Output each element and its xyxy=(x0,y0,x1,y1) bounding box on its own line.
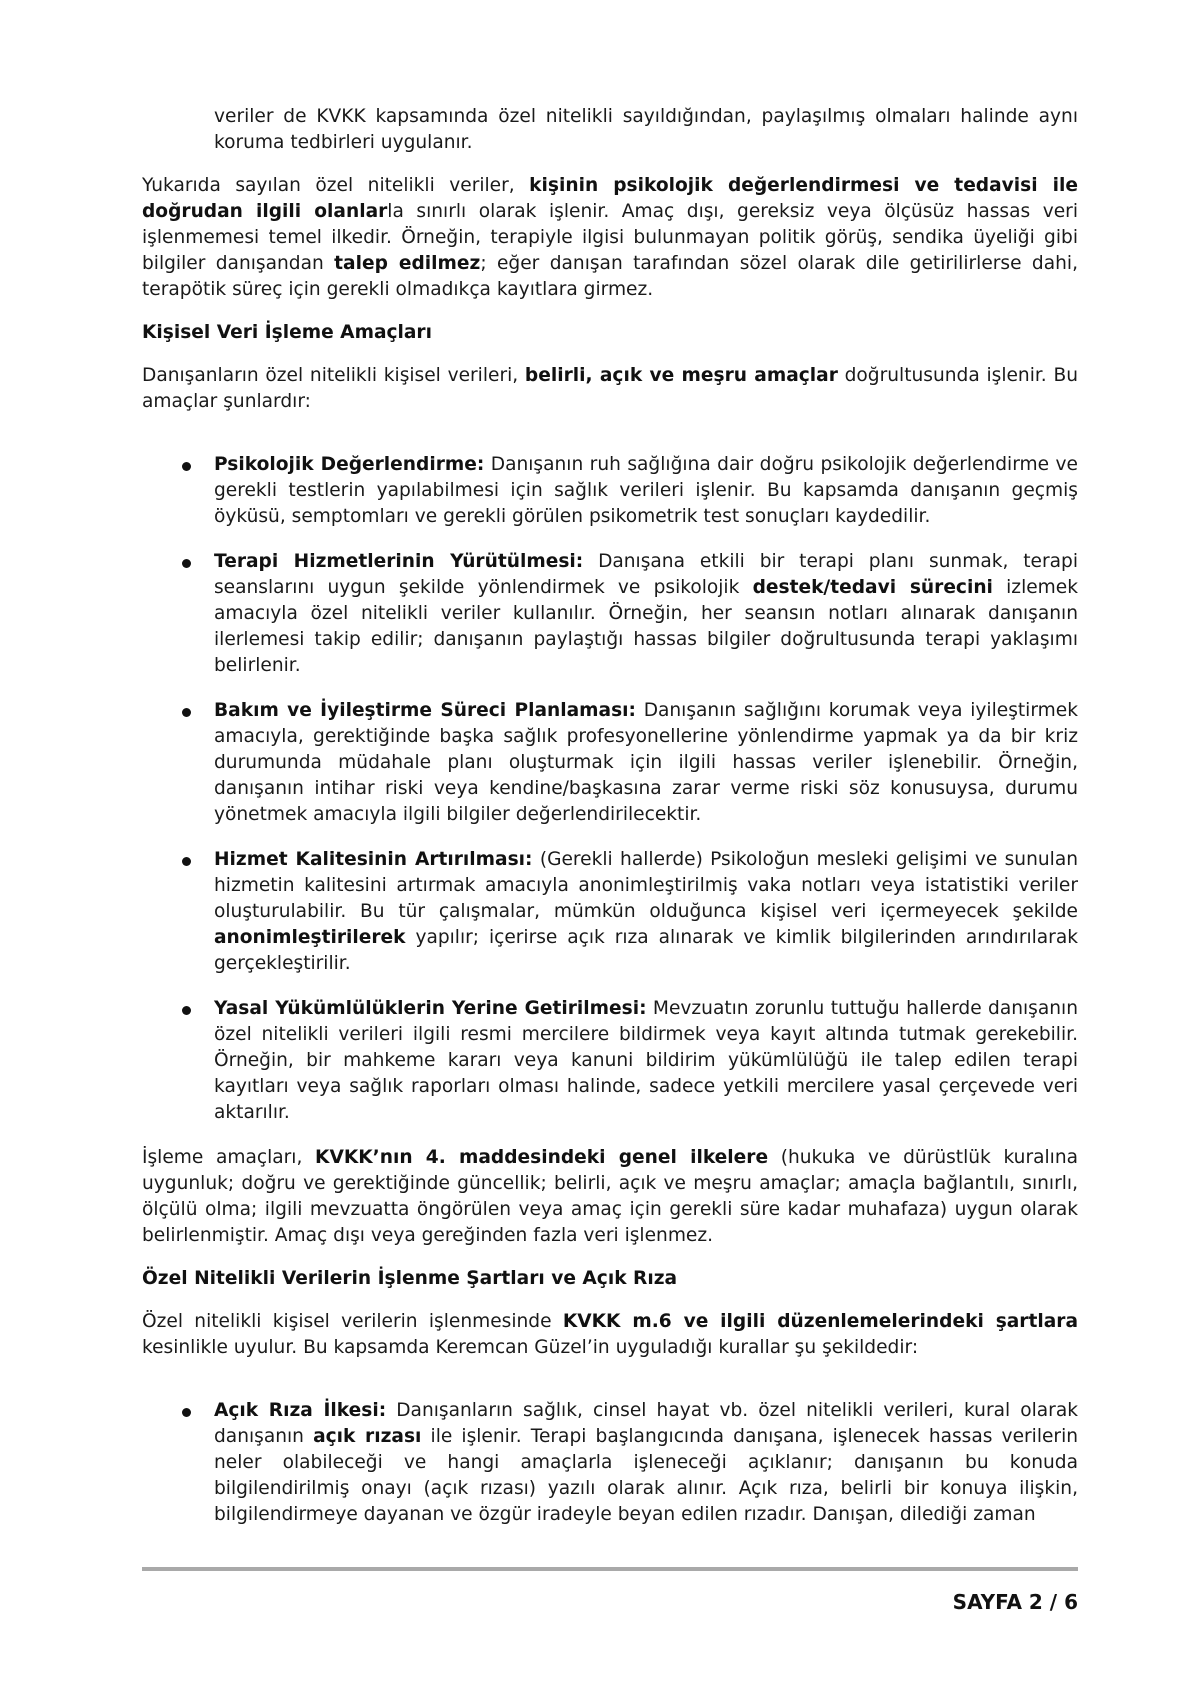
purposes-list xyxy=(142,452,1078,1126)
paragraph-purposes-intro: Danışanların özel nitelikli kişisel verileri, belirli, açık ve meşru amaçlar doğrultusunda işlenir. Bu amaçlar şunlardır: xyxy=(142,365,1079,412)
list-item: Yasal Yükümlülüklerin Yerine Getirilmesi: Mevzuatın zorunlu tuttuğu hallerde danışanın özel nitelikli verileri ilgili resmi mercilere bildirmek veya kayıt altında tutmak gerekebilir. Örneğin, bir mahkeme kararı veya kanuni bildirim yükümlülüğü ile talep edilen terapi kayıtları veya sağlık raporları olması halinde, sadece yetkili mercilere yasal çerçevede veri aktarılır. xyxy=(142,996,1078,1126)
paragraph-conditions-intro: Özel nitelikli kişisel verilerin işlenmesinde KVKK m.6 ve ilgili düzenlemelerindeki şartlara kesinlikle uyulur. Bu kapsamda Keremcan Güzel’in uyguladığı kurallar şu şekildedir: xyxy=(142,1311,1078,1358)
bullet-icon xyxy=(182,1408,191,1417)
footer-divider xyxy=(142,1567,1078,1571)
page-number: SAYFA 2 / 6 xyxy=(952,1590,1078,1614)
list-item: Hizmet Kalitesinin Artırılması: (Gerekli hallerde) Psikoloğun mesleki gelişimi ve sunulan hizmetin kalitesini artırmak amacıyla anonimleştirilmiş vaka notları veya istatistiki veriler oluşturulabilir. Bu tür çalışmalar, mümkün olduğunca kişisel veri içermeyecek şekilde anonimleştirilerek yapılır; içerirse açık rıza alınarak ve kimlik bilgilerinden arındırılarak gerçekleştirilir. xyxy=(142,847,1078,977)
bullet-icon xyxy=(182,857,191,866)
bullet-icon xyxy=(182,708,191,717)
bullet-icon xyxy=(182,559,191,568)
intro-continuation: veriler de KVKK kapsamında özel nitelikli sayıldığından, paylaşılmış olmaları halinde aynı koruma tedbirleri uygulanır. xyxy=(214,106,1078,153)
section-heading-conditions: Özel Nitelikli Verilerin İşlenme Şartları ve Açık Rıza xyxy=(142,1268,678,1289)
document-page xyxy=(142,104,1078,1547)
paragraph-principles: İşleme amaçları, KVKK’nın 4. maddesindeki genel ilkelere (hukuka ve dürüstlük kuralına uygunluk; doğru ve gerektiğinde güncellik; belirli, açık ve meşru amaçlar; amaçla bağlantılı, sınırlı, ölçülü olma; ilgili mevzuatta öngörülen veya amaç için gerekli süre kadar muhafaza) uygun olarak belirlenmiştir. Amaç dışı veya gereğinden fazla veri işlenmez. xyxy=(142,1147,1078,1246)
conditions-list xyxy=(142,1398,1078,1528)
list-item: Terapi Hizmetlerinin Yürütülmesi: Danışana etkili bir terapi planı sunmak, terapi seanslarını uygun şekilde yönlendirmek ve psikolojik destek/tedavi sürecini izlemek amacıyla özel nitelikli veriler kullanılır. Örneğin, her seansın notları alınarak danışanın ilerlemesi takip edilir; danışanın paylaştığı hassas bilgiler doğrultusunda terapi yaklaşımı belirlenir. xyxy=(142,549,1078,679)
bullet-icon xyxy=(182,462,191,471)
list-item: Psikolojik Değerlendirme: Danışanın ruh sağlığına dair doğru psikolojik değerlendirme ve gerekli testlerin yapılabilmesi için sağlık verileri işlenir. Bu kapsamda danışanın geçmiş öyküsü, semptomları ve gerekli görülen psikometrik test sonuçları kaydedilir. xyxy=(142,452,1078,530)
list-item: Bakım ve İyileştirme Süreci Planlaması: Danışanın sağlığını korumak veya iyileştirmek amacıyla, gerektiğinde başka sağlık profesyonellerine yönlendirme yapmak ya da bir kriz durumunda müdahale planı oluşturmak için ilgili hassas veriler işlenebilir. Örneğin, danışanın intihar riski veya kendine/başkasına zarar verme riski söz konusuysa, durumu yönetmek amacıyla ilgili bilgiler değerlendirilecektir. xyxy=(142,698,1078,828)
list-item: Açık Rıza İlkesi: Danışanların sağlık, cinsel hayat vb. özel nitelikli verileri, kural olarak danışanın açık rızası ile işlenir. Terapi başlangıcında danışana, işlenecek hassas verilerin neler olabileceği ve hangi amaçlarla işleneceği açıklanır; danışanın bu konuda bilgilendirilmiş onayı (açık rızası) yazılı olarak alınır. Açık rıza, belirli bir konuya ilişkin, bilgilendirmeye dayanan ve özgür iradeyle beyan edilen rızadır. Danışan, dilediği zaman xyxy=(142,1398,1078,1528)
bullet-icon xyxy=(182,1006,191,1015)
paragraph-scope: Yukarıda sayılan özel nitelikli veriler, kişinin psikolojik değerlendirmesi ve tedavisi ile doğrudan ilgili olanlarla sınırlı olarak işlenir. Amaç dışı, gereksiz veya ölçüsüz hassas veri işlenmemesi temel ilkedir. Örneğin, terapiyle ilgisi bulunmayan politik görüş, sendika üyeliği gibi bilgiler danışandan talep edilmez; eğer danışan tarafından sözel olarak dile getirilirlerse dahi, terapötik süreç için gerekli olmadıkça kayıtlara girmez. xyxy=(142,175,1079,300)
section-heading-purposes: Kişisel Veri İşleme Amaçları xyxy=(142,322,432,343)
